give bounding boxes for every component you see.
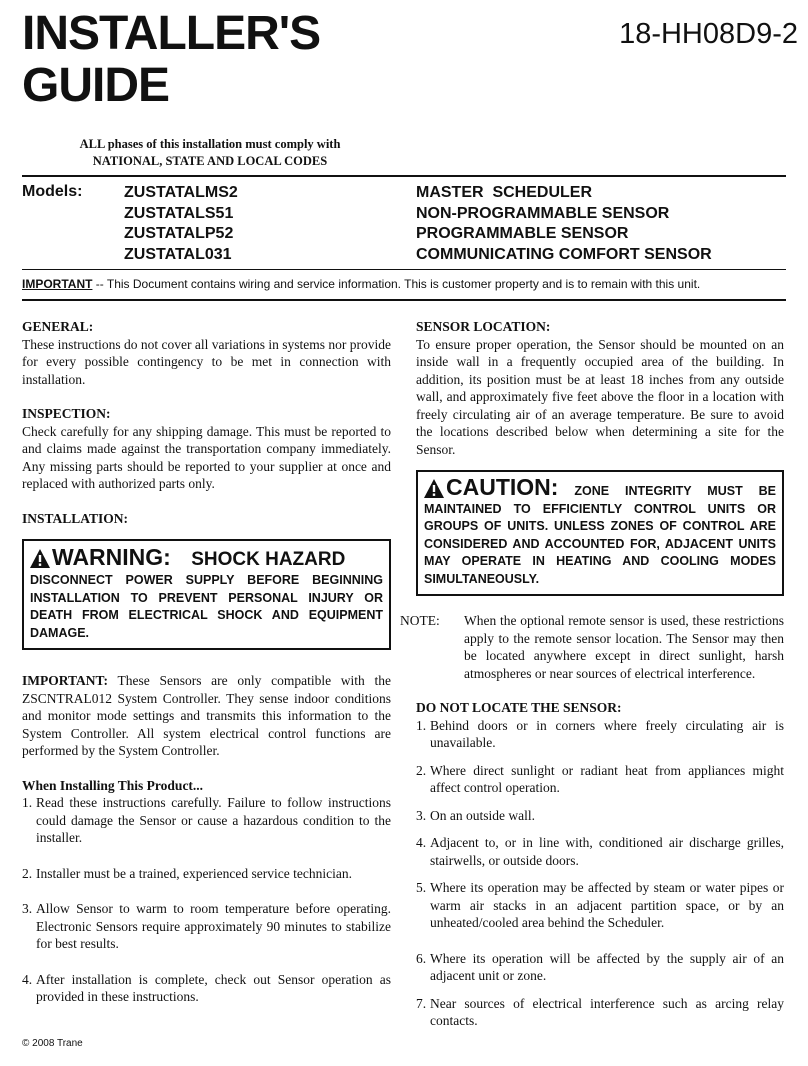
caution-triangle-icon — [424, 479, 444, 498]
list-item — [416, 950, 784, 985]
do-not-locate-list — [416, 717, 784, 1030]
divider-body — [22, 299, 786, 301]
list-item — [416, 995, 784, 1030]
item-number: 6. — [416, 950, 427, 966]
note-block — [400, 612, 784, 682]
divider-top — [22, 175, 786, 177]
page-title — [22, 8, 320, 112]
list-item — [416, 762, 784, 797]
item-number: 1. — [22, 795, 33, 810]
inspection-heading: INSPECTION: — [22, 406, 111, 421]
warning-subtitle: SHOCK HAZARD — [191, 549, 346, 570]
item-text: Installer must be a trained, experienced service technician. — [36, 865, 352, 881]
item-number: 2. — [416, 762, 427, 778]
left-column — [22, 318, 391, 1006]
general-heading: GENERAL: — [22, 319, 94, 334]
list-item — [416, 807, 784, 825]
caution-box — [416, 470, 784, 596]
compliance-notice — [40, 136, 380, 170]
copyright: © 2008 Trane — [22, 1038, 83, 1049]
do-not-locate-heading: DO NOT LOCATE THE SENSOR: — [416, 700, 622, 715]
title-line-2: GUIDE — [22, 59, 170, 112]
item-number: 3. — [416, 807, 427, 823]
item-text: Where its operation will be affected by the supply air of an adjacent unit or zone. — [430, 950, 784, 983]
item-number: 4. — [416, 835, 427, 850]
models-label: Models: — [22, 183, 83, 200]
model-description: PROGRAMMABLE SENSOR — [416, 225, 629, 242]
important-text: These Sensors are only compatible with the ZSCNTRAL012 System Controller. They sense indoor conditions and monitor mode settings and transmits this information to the System Controller. All system electrical control functions are performed by the System Controller. — [22, 673, 391, 758]
important-paragraph — [22, 672, 391, 760]
item-text: Near sources of electrical interference such as arcing relay contacts. — [430, 995, 784, 1028]
item-number: 3. — [22, 901, 33, 916]
list-item — [22, 865, 391, 883]
warning-title: WARNING: — [52, 544, 171, 570]
models-list — [124, 183, 238, 265]
item-text: After installation is complete, check out Sensor operation as provided in these instructions. — [36, 971, 391, 1004]
when-installing-heading: When Installing This Product... — [22, 777, 204, 793]
model-number: ZUSTATAL031 — [124, 245, 232, 263]
item-text: On an outside wall. — [430, 807, 535, 823]
caution-text: ZONE INTEGRITY MUST BE MAINTAINED TO EFFICIENTLY CONTROL UNITS OR GROUPS OF UNITS. UNLESS ZONES OF CONTROL ARE CONSIDERED AND ACCOUNTED FOR, ADJACENT UNITS MAY OPERATE IN HEATING AND COOLING MODES SIMULTANEOUSLY. — [424, 484, 776, 586]
item-text: Behind doors or in corners where freely circulating air is unavailable. — [430, 717, 784, 750]
general-text: These instructions do not cover all variations in systems nor provide for every possible contingency to be met in connection with installation. — [22, 336, 391, 387]
note-label: NOTE: — [400, 613, 440, 628]
right-column — [400, 318, 784, 1030]
item-number: 7. — [416, 995, 427, 1011]
list-item — [416, 834, 784, 869]
item-number: 5. — [416, 880, 427, 895]
document-number: 18-HH08D9-2 — [619, 18, 798, 50]
sensor-location-text: To ensure proper operation, the Sensor should be mounted on an inside wall in a frequently occupied area of the building. In addition, its position must be at least 18 inches from any outside wall, and approximately five feet above the floor in a location with freely circulating air of an average temperature. Be sure to avoid the locations described below when determining a site for the Sensor. — [416, 336, 784, 457]
item-number: 2. — [22, 865, 33, 881]
item-text: Read these instructions carefully. Failure to follow instructions could damage the Sensor or cause a hazardous condition to the installer. — [36, 795, 391, 845]
sensor-location-heading: SENSOR LOCATION: — [416, 319, 551, 334]
compliance-line-2: NATIONAL, STATE AND LOCAL CODES — [92, 154, 328, 168]
item-text: Where direct sunlight or radiant heat from appliances might affect control operation. — [430, 762, 784, 795]
list-item — [22, 900, 391, 953]
divider-models — [22, 269, 786, 270]
model-description: COMMUNICATING COMFORT SENSOR — [416, 245, 712, 263]
warning-triangle-icon — [30, 549, 50, 568]
item-number: 4. — [22, 971, 33, 987]
important-label: IMPORTANT: — [22, 673, 109, 688]
inspection-text: Check carefully for any shipping damage. This must be reported to and claims made against the transportation company immediately. Any missing parts should be reported to your supplier at once and replaced with authorized parts only. — [22, 423, 391, 491]
model-description: NON-PROGRAMMABLE SENSOR — [416, 204, 670, 222]
model-number: ZUSTATALP52 — [124, 225, 234, 242]
warning-text: DISCONNECT POWER SUPPLY BEFORE BEGINNING INSTALLATION TO PREVENT PERSONAL INJURY OR DEATH FROM ELECTRICAL SHOCK AND EQUIPMENT DAMAGE. — [30, 573, 383, 640]
caution-title: CAUTION: — [446, 474, 559, 500]
important-notice-label: IMPORTANT — [22, 277, 93, 291]
item-text: Where its operation may be affected by steam or water pipes or warm air stacks in an adjacent partition space, or by an unheated/cooled area behind the Scheduler. — [430, 880, 784, 930]
compliance-line-1: ALL phases of this installation must comply with — [79, 137, 341, 151]
list-item — [416, 717, 784, 752]
models-descriptions — [416, 183, 712, 265]
item-number: 1. — [416, 717, 427, 733]
model-number: ZUSTATALS51 — [124, 204, 234, 222]
item-text: Allow Sensor to warm to room temperature before operating. Electronic Sensors require approximately 90 minutes to stabilize for best results. — [36, 901, 391, 951]
model-number: ZUSTATALMS2 — [124, 184, 238, 201]
item-text: Adjacent to, or in line with, conditioned air discharge grilles, stairwells, or outside doors. — [430, 835, 784, 868]
warning-box — [22, 539, 391, 650]
installing-steps — [22, 794, 391, 1006]
caution-body — [424, 476, 776, 588]
model-description: MASTER SCHEDULER — [416, 184, 593, 201]
title-line-1: INSTALLER'S — [22, 7, 321, 60]
list-item — [22, 971, 391, 1006]
note-text: When the optional remote sensor is used, these restrictions apply to the remote sensor location. The Sensor may then be located anywhere except in direct sunlight, harsh atmospheres or near sources of electrical interference. — [464, 613, 784, 681]
installation-heading: INSTALLATION: — [22, 510, 129, 526]
important-notice — [22, 277, 792, 291]
important-notice-text: -- This Document contains wiring and service information. This is customer property and is to remain with this unit. — [92, 277, 701, 291]
list-item — [416, 879, 784, 932]
list-item — [22, 794, 391, 847]
warning-title-row — [30, 545, 383, 572]
